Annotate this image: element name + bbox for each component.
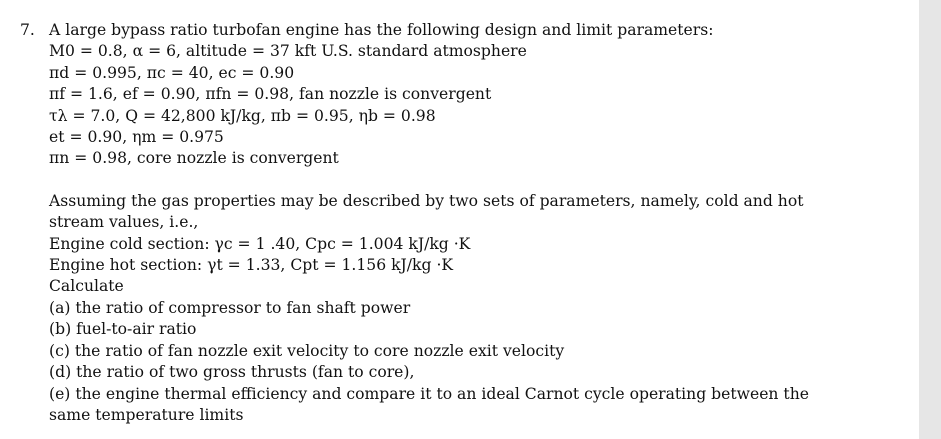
parameter-line: πd = 0.995, πc = 40, ec = 0.90: [49, 63, 295, 82]
paragraph-gap: [49, 170, 909, 191]
task-item: (a) the ratio of compressor to fan shaft power: [49, 298, 411, 317]
parameter-line: πn = 0.98, core nozzle is convergent: [49, 149, 339, 168]
problem-intro: A large bypass ratio turbofan engine has the following design and limit parameters:: [49, 21, 714, 39]
task-item: (d) the ratio of two gross thrusts (fan to core),: [49, 363, 415, 382]
parameter-line: M0 = 0.8, α = 6, altitude = 37 kft U.S. standard atmosphere: [49, 42, 527, 61]
gas-property-line: Engine hot section: γt = 1.33, Cpt = 1.156 kJ/kg ·K: [49, 256, 454, 275]
parameter-line: τλ = 7.0, Q = 42,800 kJ/kg, πb = 0.95, ηb = 0.98: [49, 106, 436, 125]
task-item: (e) the engine thermal efficiency and compare it to an ideal Carnot cycle operating between the: [49, 384, 809, 403]
problem-body: [49, 20, 909, 426]
task-item: (c) the ratio of fan nozzle exit velocity to core nozzle exit velocity: [49, 341, 565, 360]
parameter-line: πf = 1.6, ef = 0.90, πfn = 0.98, fan nozzle is convergent: [49, 85, 492, 104]
task-item: (b) fuel-to-air ratio: [49, 320, 197, 339]
side-margin-strip: [919, 0, 941, 439]
calculate-label: Calculate: [49, 277, 124, 296]
assumption-line: stream values, i.e.,: [49, 213, 199, 232]
parameter-line: et = 0.90, ηm = 0.975: [49, 128, 224, 147]
assumption-line: Assuming the gas properties may be described by two sets of parameters, namely, cold and hot: [49, 191, 804, 210]
gas-property-line: Engine cold section: γc = 1 .40, Cpc = 1.004 kJ/kg ·K: [49, 234, 471, 253]
problem-number: 7.: [20, 21, 35, 39]
task-item: same temperature limits: [49, 405, 244, 424]
